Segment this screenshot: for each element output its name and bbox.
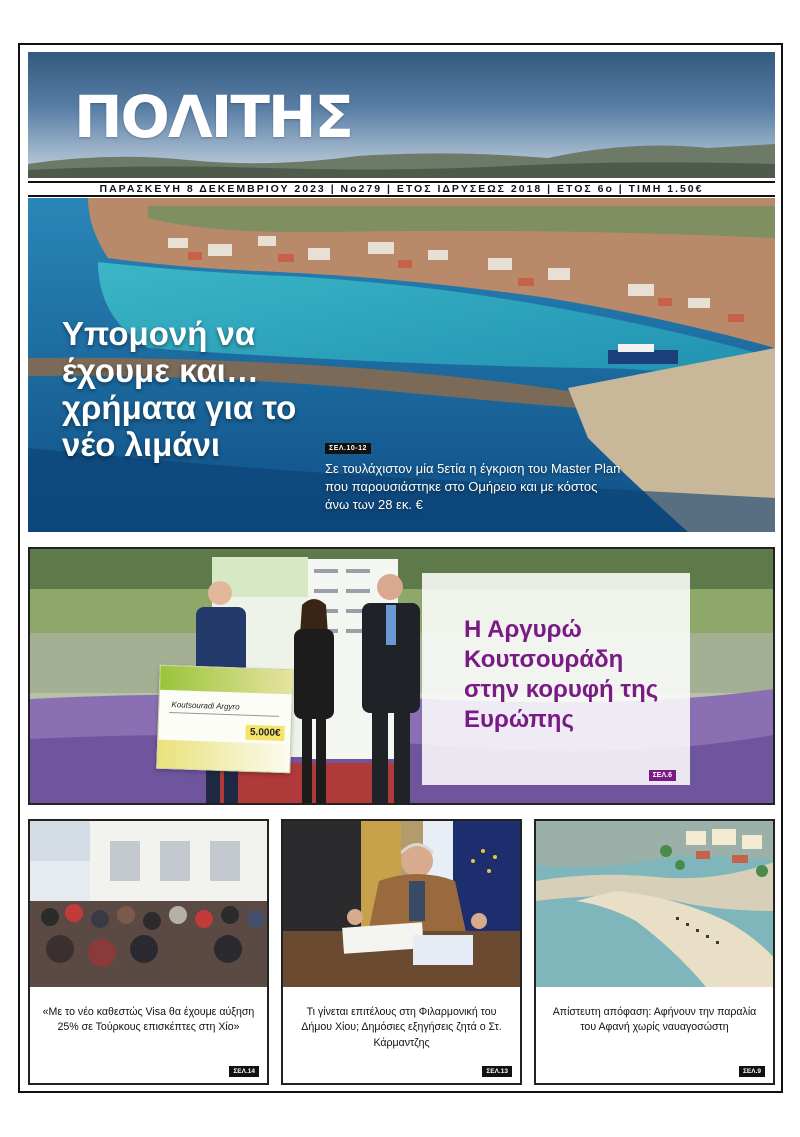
card-caption[interactable]: Τι γίνεται επιτέλους στη Φιλαρμονική του Δήμου Χίου; Δημόσιες εξηγήσεις ζητά ο Στ. Κάρμαντζης [301,1006,502,1049]
cheque-recipient: Koutsouradi Argyro [171,700,240,712]
newspaper-logo[interactable]: ΠΟΛΙΤΗΣ [74,83,353,151]
card-photo-beach [536,821,773,987]
feature-story[interactable] [28,547,775,805]
card-photo-crowd [30,821,267,987]
card-page-ref: ΣΕΛ.13 [482,1066,512,1077]
feature-page-ref: ΣΕΛ.6 [649,770,676,781]
story-card-visa[interactable] [28,819,269,1085]
hero-page-ref: ΣΕΛ.10-12 [325,443,371,454]
story-card-philharmonic[interactable] [281,819,522,1085]
card-caption[interactable]: Απίστευτη απόφαση: Αφήνουν την παραλία του Αφανή χωρίς ναυαγοσώστη [552,1006,757,1034]
card-caption[interactable]: «Με το νέο καθεστώς Visa θα έχουμε αύξηση 25% σε Τούρκους επισκέπτες στη Χίο» [42,1006,255,1034]
hero-subheadline: Σε τουλάχιστον μία 5ετία η έγκριση του Master Plan που παρουσιάστηκε στο Ομήρειο και με κόστος άνω των 28 εκ. € [325,461,621,512]
card-page-ref: ΣΕΛ.14 [229,1066,259,1077]
masthead [28,52,775,178]
prize-cheque [156,665,294,774]
crowd-photo [30,821,267,987]
newspaper-front-page [18,43,783,1093]
dateline: ΠΑΡΑΣΚΕΥΗ 8 ΔΕΚΕΜΒΡΙΟΥ 2023 | Νο279 | ΕΤΟΣ ΙΔΡΥΣΕΩΣ 2018 | ΕΤΟΣ 6ο | ΤΙΜΗ 1.50€ [28,181,775,197]
story-card-beach[interactable] [534,819,775,1085]
card-page-ref: ΣΕΛ.9 [739,1066,765,1077]
hero-headline[interactable]: Υπομονή να έχουμε και… χρήματα για το νέο λιμάνι [62,315,297,463]
cheque-amount: 5.000€ [246,725,285,741]
cheque-line [169,712,279,717]
feature-headline-panel [422,573,690,785]
feature-headline[interactable]: Η Αργυρώ Κουτσουράδη στην κορυφή της Ευρώπης [464,616,659,733]
cheque-header-graphic [160,666,293,695]
beach-aerial-photo [536,821,773,987]
cheque-footer-graphic [157,740,290,773]
mayor-office-photo [283,821,520,987]
card-photo-office [283,821,520,987]
hero-story[interactable] [28,198,775,532]
